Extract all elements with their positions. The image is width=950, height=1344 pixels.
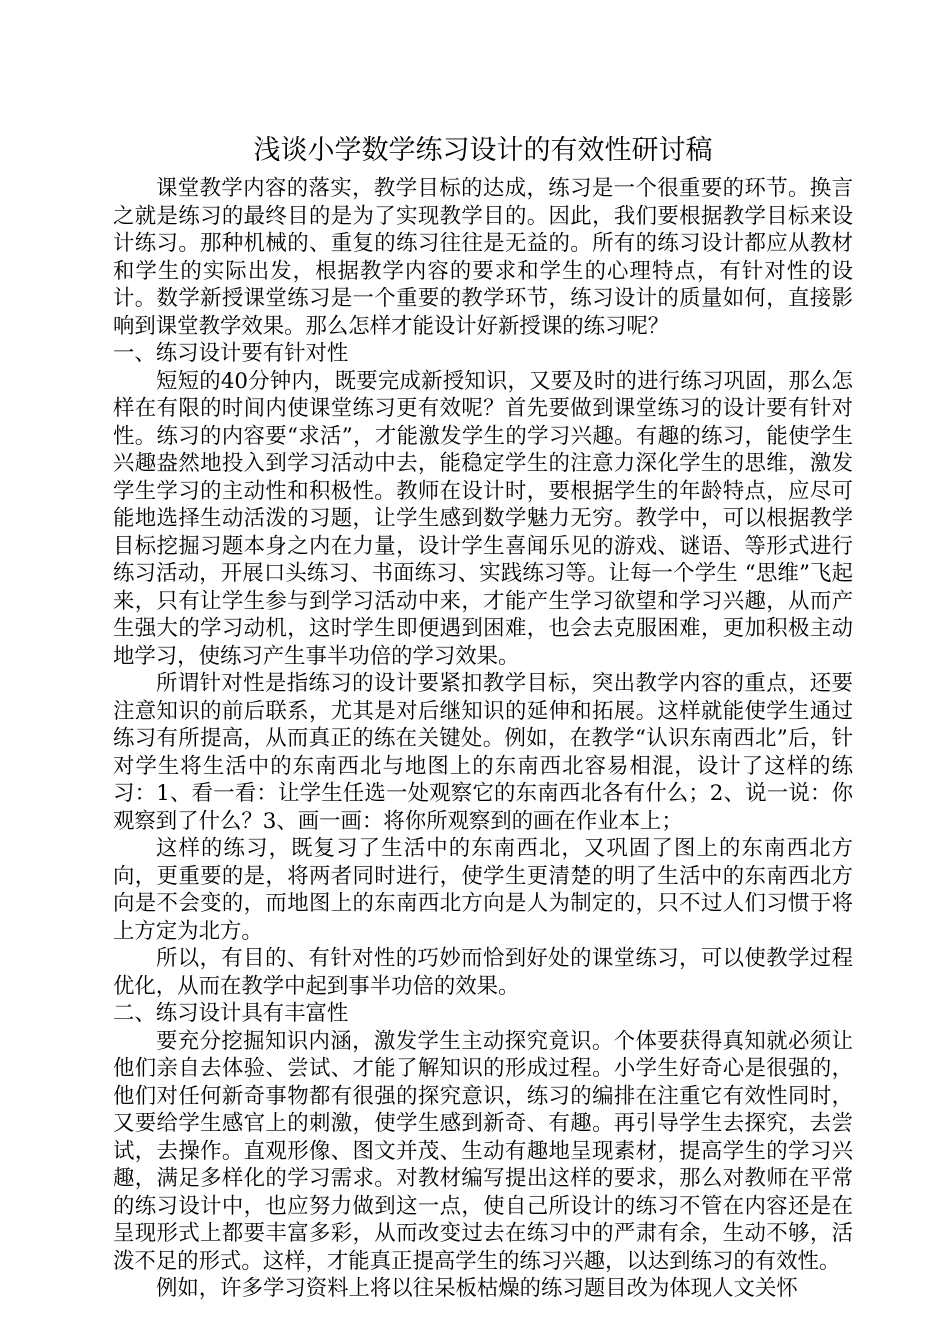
section-heading-2: 二、练习设计具有丰富性	[113, 1001, 349, 1026]
document-title: 浅谈小学数学练习设计的有效性研讨稿	[253, 135, 713, 166]
paragraph: 所谓针对性是指练习的设计要紧扣教学目标，突出教学内容的重点，还要注意知识的前后联系，尤其是对后继知识的延伸和拓展。这样就能使学生通过练习有所提高，从而真正的练在关键处。例如，在教学“认识东南西北”后，针对学生将生活中的东南西北与地图上的东南西北容易相混，设计了这样的练习：1、看一看：让学生任选一处观察它的东南西北各有什么；2、说一说：你观察到了什么？3、画一画：将你所观察到的画在作业本上；	[113, 671, 853, 834]
section-heading-1: 一、练习设计要有针对性	[113, 341, 349, 366]
paragraph: 要充分挖掘知识内涵，激发学生主动探究竟识。个体要获得真知就必须让他们亲自去体验、尝试、才能了解知识的形成过程。小学生好奇心是很强的，他们对任何新奇事物都有很强的探究意识，练习的编排在注重它有效性同时，又要给学生感官上的刺激，使学生感到新奇、有趣。再引导学生去探究，去尝试，去操作。直观形像、图文并茂、生动有趣地呈现素材，提高学生的学习兴趣，满足多样化的学习需求。对教材编写提出这样的要求，那么对教师在平常的练习设计中，也应努力做到这一点，使自己所设计的练习不管在内容还是在呈现形式上都要丰富多彩，从而改变过去在练习中的严肃有余，生动不够，活泼不足的形式。这样，才能真正提高学生的练习兴趣，以达到练习的有效性。	[113, 1028, 853, 1274]
paragraph: 这样的练习，既复习了生活中的东南西北，又巩固了图上的东南西北方向，更重要的是，将两者同时进行，使学生更清楚的明了生活中的东南西北方向是不会变的，而地图上的东南西北方向是人为制定的，只不过人们习惯于将上方定为北方。	[113, 836, 853, 944]
document-page	[113, 128, 853, 1303]
paragraph-intro: 课堂教学内容的落实，教学目标的达成，练习是一个很重要的环节。换言之就是练习的最终目的是为了实现教学目的。因此，我们要根据教学目标来设计练习。那种机械的、重复的练习往往是无益的。所有的练习设计都应从教材和学生的实际出发，根据教学内容的要求和学生的心理特点，有针对性的设计。数学新授课堂练习是一个重要的教学环节，练习设计的质量如何，直接影响到课堂教学效果。那么怎样才能设计好新授课的练习呢？	[113, 176, 853, 339]
paragraph: 例如，许多学习资料上将以往呆板枯燥的练习题目改为体现人文关怀	[156, 1276, 798, 1301]
paragraph: 所以，有目的、有针对性的巧妙而恰到好处的课堂练习，可以使教学过程优化，从而在教学中起到事半功倍的效果。	[113, 946, 853, 999]
paragraph: 短短的40分钟内，既要完成新授知识，又要及时的进行练习巩固，那么怎样在有限的时间内使课堂练习更有效呢？首先要做到课堂练习的设计要有针对性。练习的内容要“求活”，才能激发学生的学习兴趣。有趣的练习，能使学生兴趣盎然地投入到学习活动中去，能稳定学生的注意力深化学生的思维，激发学生学习的主动性和积极性。教师在设计时，要根据学生的年龄特点，应尽可能地选择生动活泼的习题，让学生感到数学魅力无穷。教学中，可以根据教学目标挖掘习题本身之内在力量，设计学生喜闻乐见的游戏、谜语、等形式进行练习活动，开展口头练习、书面练习、实践练习等。让每一个学生 “思维”飞起来，只有让学生参与到学习活动中来，才能产生学习欲望和学习兴趣，从而产生强大的学习动机，这时学生即便遇到困难，也会去克服困难，更加积极主动地学习，使练习产生事半功倍的学习效果。	[113, 368, 853, 669]
